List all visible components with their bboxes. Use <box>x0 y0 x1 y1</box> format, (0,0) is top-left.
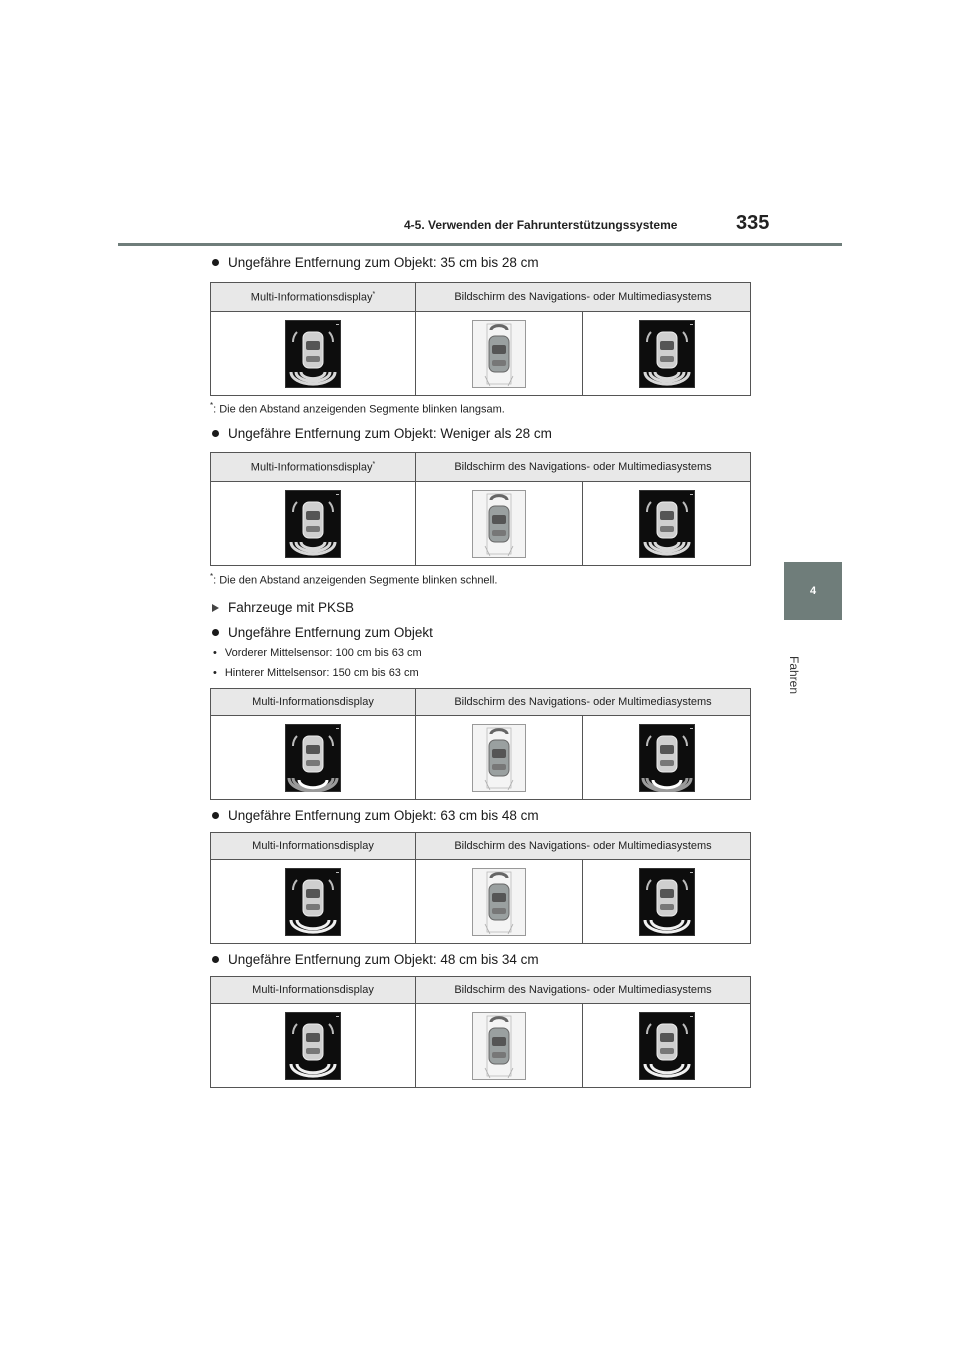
chapter-label: Fahren <box>787 656 801 695</box>
column-header-nav: Bildschirm des Navigations- oder Multimediasystems <box>416 453 751 482</box>
bullet-dot-icon <box>212 430 219 437</box>
sub-item: • Vorderer Mittelsensor: 100 cm bis 63 cm <box>213 647 422 659</box>
bullet-text: Ungefähre Entfernung zum Objekt <box>228 625 433 640</box>
display-table <box>210 452 751 566</box>
column-header-mid: Multi-Informationsdisplay <box>211 977 416 1004</box>
parking-sensor-car-display-icon <box>285 724 341 792</box>
triangle-arrow-icon <box>212 604 219 612</box>
display-table <box>210 832 751 944</box>
display-table <box>210 688 751 800</box>
column-header-nav: Bildschirm des Navigations- oder Multimediasystems <box>416 283 751 312</box>
header-rule <box>118 243 842 246</box>
subheading <box>212 600 354 615</box>
footnote: *: Die den Abstand anzeigenden Segmente blinken schnell. <box>210 572 498 587</box>
display-table <box>210 976 751 1088</box>
bullet-item <box>212 625 433 640</box>
bullet-text: Ungefähre Entfernung zum Objekt: Weniger als 28 cm <box>228 426 552 441</box>
column-header-mid: Multi-Informationsdisplay* <box>211 453 416 482</box>
bullet-dot-icon <box>212 812 219 819</box>
parking-sensor-car-display-icon <box>639 1012 695 1080</box>
bullet-item <box>212 426 552 441</box>
subheading-text: Fahrzeuge mit PKSB <box>228 600 355 615</box>
bullet-item <box>212 808 539 823</box>
column-header-nav: Bildschirm des Navigations- oder Multimediasystems <box>416 689 751 716</box>
parking-sensor-car-display-icon <box>472 490 526 558</box>
display-table <box>210 282 751 396</box>
bullet-text: Ungefähre Entfernung zum Objekt: 63 cm bis 48 cm <box>228 808 539 823</box>
parking-sensor-car-display-icon <box>639 490 695 558</box>
parking-sensor-car-display-icon <box>285 490 341 558</box>
parking-sensor-car-display-icon <box>285 1012 341 1080</box>
bullet-dot-icon <box>212 956 219 963</box>
chapter-tab: 4 <box>784 562 842 620</box>
bullet-dot-icon <box>212 629 219 636</box>
parking-sensor-car-display-icon <box>285 320 341 388</box>
page-number: 335 <box>736 212 770 234</box>
column-header-mid: Multi-Informationsdisplay <box>211 689 416 716</box>
footnote: *: Die den Abstand anzeigenden Segmente blinken langsam. <box>210 401 505 416</box>
parking-sensor-car-display-icon <box>472 320 526 388</box>
bullet-text: Ungefähre Entfernung zum Objekt: 35 cm bis 28 cm <box>228 255 539 270</box>
bullet-dot-icon <box>212 259 219 266</box>
parking-sensor-car-display-icon <box>472 724 526 792</box>
bullet-text: Ungefähre Entfernung zum Objekt: 48 cm bis 34 cm <box>228 952 539 967</box>
column-header-nav: Bildschirm des Navigations- oder Multimediasystems <box>416 977 751 1004</box>
parking-sensor-car-display-icon <box>285 868 341 936</box>
parking-sensor-car-display-icon <box>472 1012 526 1080</box>
bullet-item <box>212 952 539 967</box>
section-header-title: 4-5. Verwenden der Fahrunterstützungssysteme <box>404 218 678 232</box>
parking-sensor-car-display-icon <box>472 868 526 936</box>
parking-sensor-car-display-icon <box>639 724 695 792</box>
column-header-mid: Multi-Informationsdisplay* <box>211 283 416 312</box>
sub-item: • Hinterer Mittelsensor: 150 cm bis 63 cm <box>213 667 419 679</box>
parking-sensor-car-display-icon <box>639 320 695 388</box>
parking-sensor-car-display-icon <box>639 868 695 936</box>
column-header-nav: Bildschirm des Navigations- oder Multimediasystems <box>416 833 751 860</box>
bullet-item <box>212 255 539 270</box>
column-header-mid: Multi-Informationsdisplay <box>211 833 416 860</box>
